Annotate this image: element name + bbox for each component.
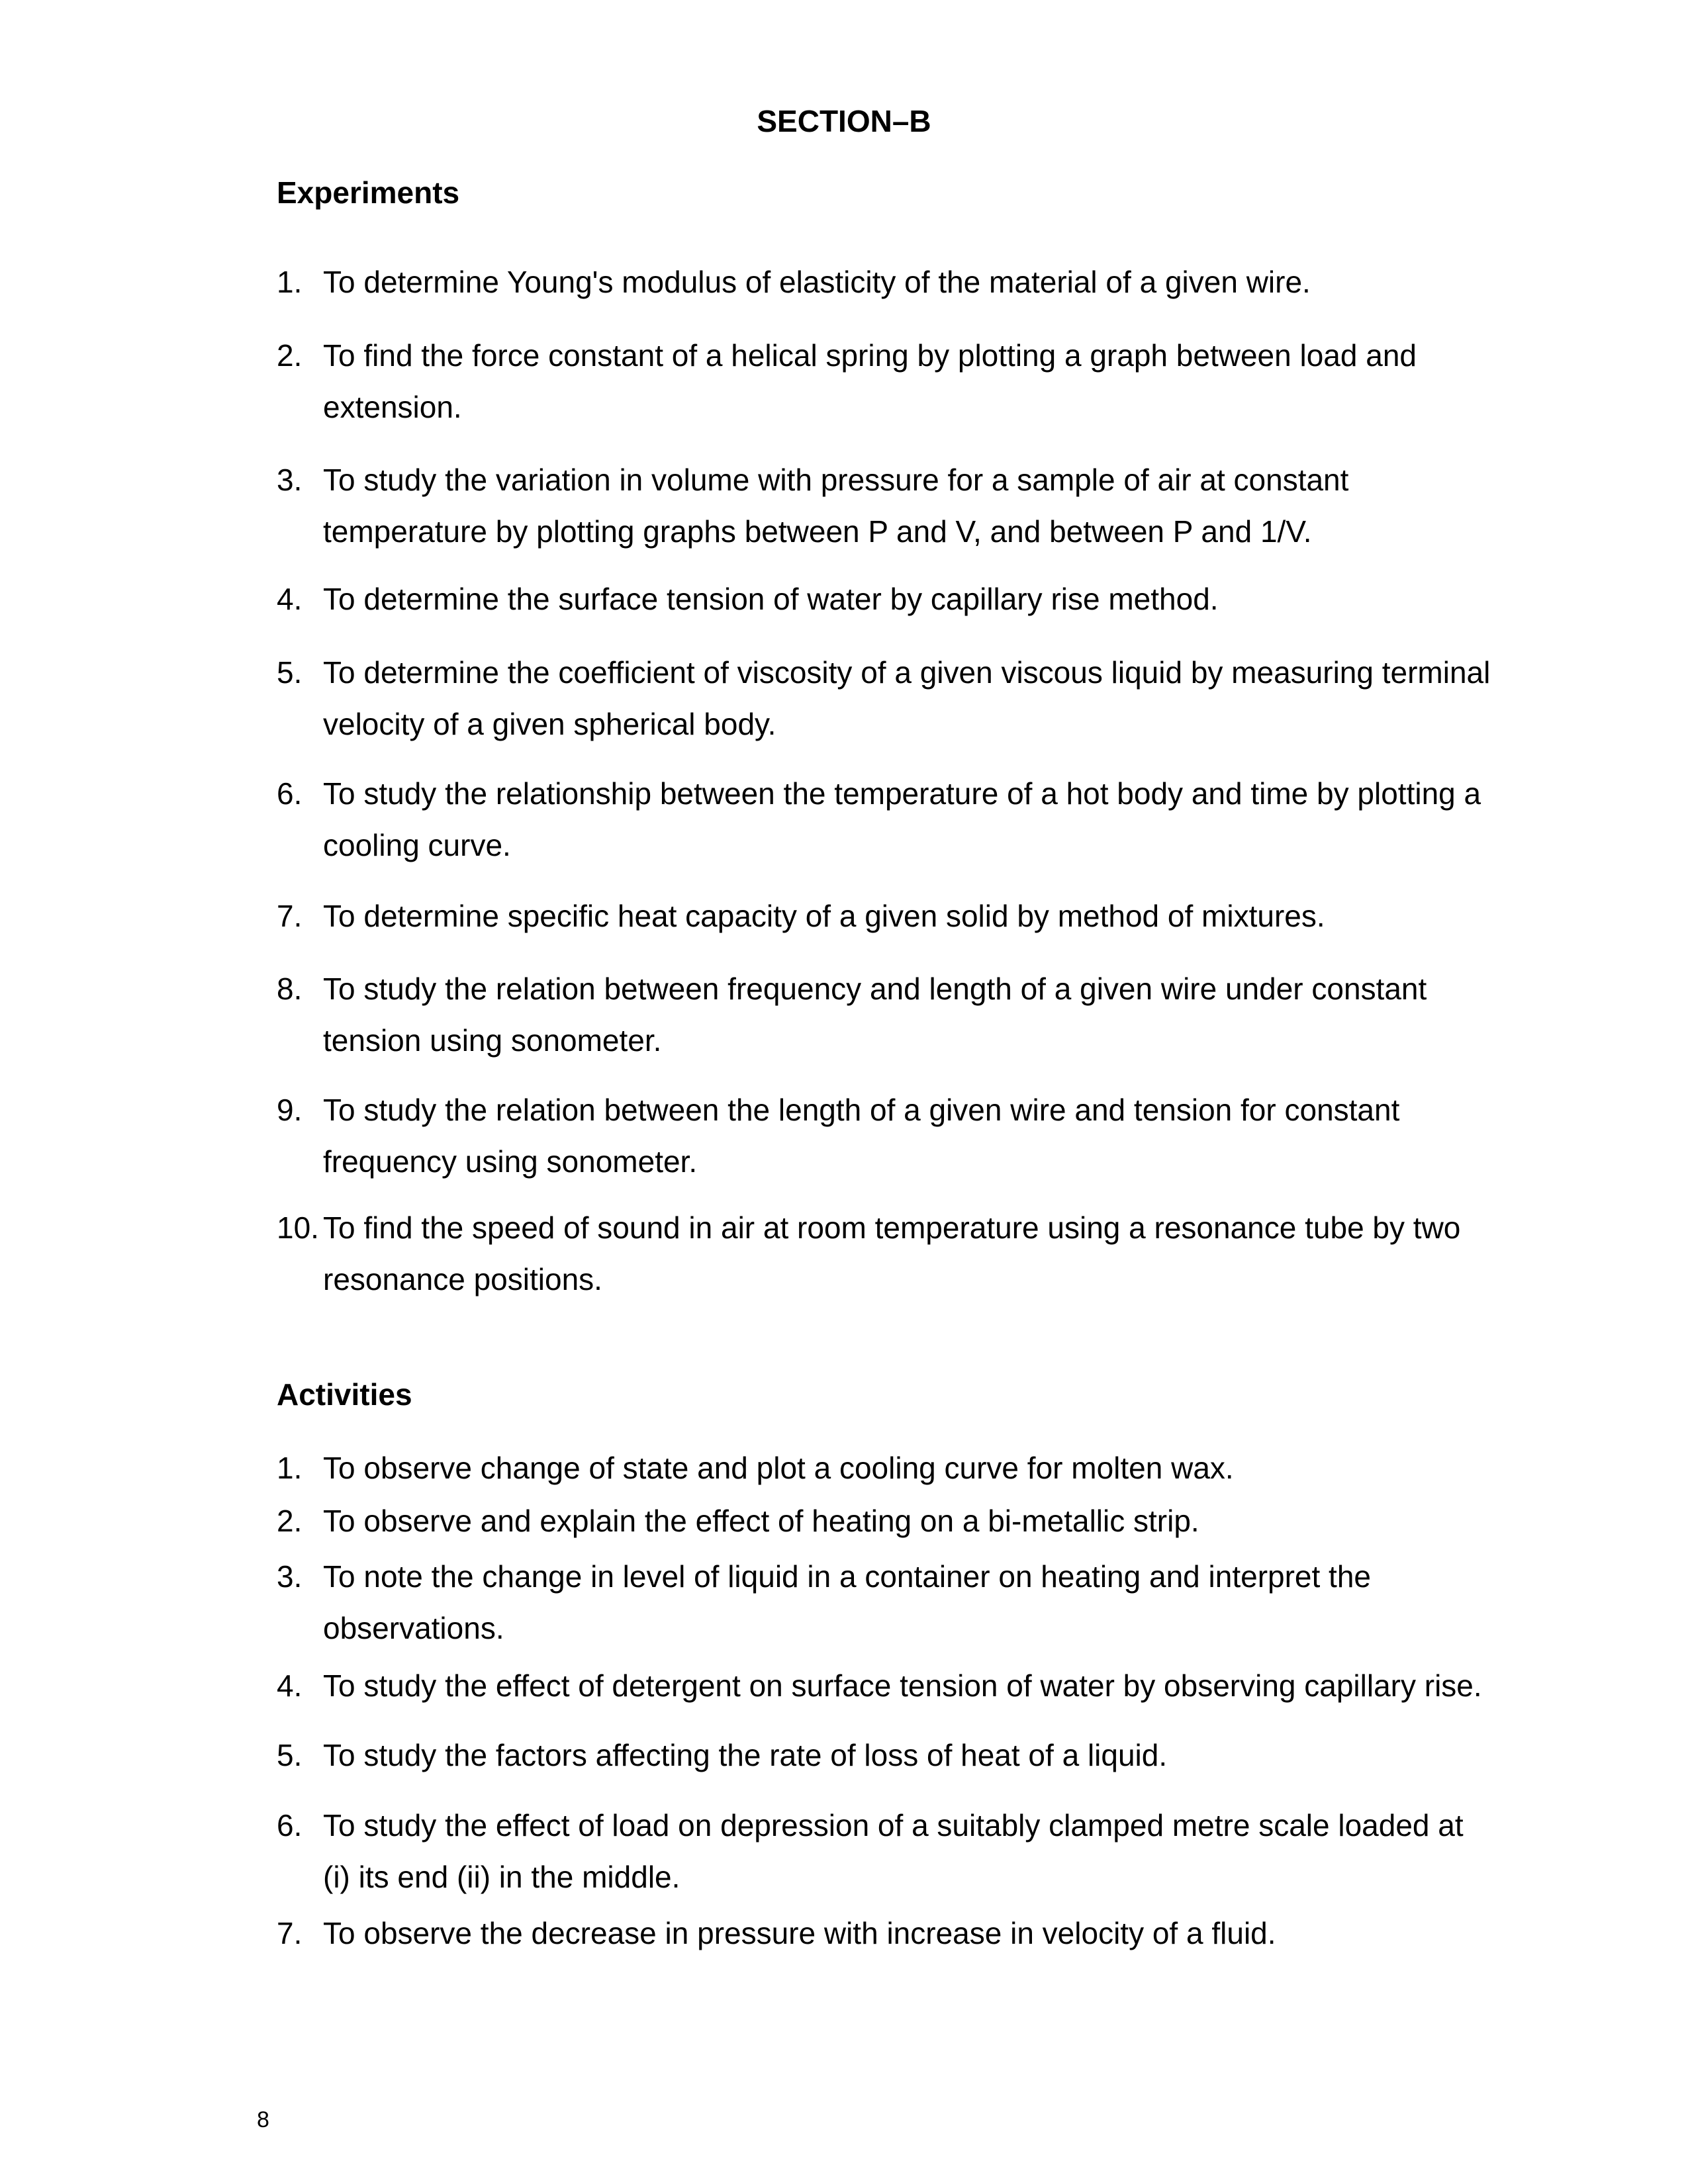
item-number: 3. <box>277 1559 303 1594</box>
item-text: To study the factors affecting the rate of loss of heat of a liquid. <box>323 1738 1168 1772</box>
experiment-item <box>277 647 1495 750</box>
item-text: To find the force constant of a helical spring by plotting a graph between load and extension. <box>323 338 1417 424</box>
item-text: To observe change of state and plot a cooling curve for molten wax. <box>323 1451 1234 1485</box>
item-number: 2. <box>277 338 303 373</box>
experiment-item <box>277 330 1495 433</box>
item-text: To determine Young's modulus of elasticity of the material of a given wire. <box>323 265 1311 299</box>
item-number: 8. <box>277 972 303 1006</box>
item-text: To study the effect of detergent on surface tension of water by observing capillary rise. <box>323 1668 1482 1703</box>
item-number: 7. <box>277 899 303 933</box>
item-text: To note the change in level of liquid in a container on heating and interpret the observations. <box>323 1559 1372 1645</box>
item-text: To observe and explain the effect of heating on a bi-metallic strip. <box>323 1504 1199 1538</box>
item-number: 9. <box>277 1093 303 1127</box>
item-text: To find the speed of sound in air at room temperature using a resonance tube by two resonance positions. <box>323 1210 1461 1297</box>
experiment-item <box>277 890 1495 942</box>
item-text: To study the relation between the length of a given wire and tension for constant frequency using sonometer. <box>323 1093 1400 1179</box>
activity-item <box>277 1729 1495 1781</box>
item-number: 1. <box>277 1451 303 1485</box>
item-text: To study the relation between frequency and length of a given wire under constant tension using sonometer. <box>323 972 1427 1058</box>
experiment-item <box>277 256 1495 308</box>
activity-item <box>277 1799 1495 1903</box>
experiment-item <box>277 573 1495 625</box>
experiment-item <box>277 768 1495 871</box>
experiment-item <box>277 1202 1495 1305</box>
item-number: 5. <box>277 1738 303 1772</box>
item-text: To determine the coefficient of viscosity of a given viscous liquid by measuring terminal velocity of a given spherical body. <box>323 655 1491 741</box>
item-number: 10. <box>277 1210 319 1245</box>
activity-item <box>277 1907 1495 1959</box>
item-text: To study the effect of load on depression of a suitably clamped metre scale loaded at (i) its end (ii) in the middle. <box>323 1808 1464 1894</box>
item-text: To determine the surface tension of water by capillary rise method. <box>323 582 1219 616</box>
activities-heading: Activities <box>277 1377 412 1412</box>
experiment-item <box>277 963 1495 1066</box>
activity-item <box>277 1495 1495 1547</box>
experiment-item <box>277 1084 1495 1187</box>
item-number: 4. <box>277 1668 303 1703</box>
item-text: To determine specific heat capacity of a given solid by method of mixtures. <box>323 899 1325 933</box>
section-title: SECTION–B <box>757 104 931 138</box>
item-number: 1. <box>277 265 303 299</box>
page-number: 8 <box>257 2107 269 2132</box>
item-number: 7. <box>277 1916 303 1950</box>
item-number: 5. <box>277 655 303 690</box>
item-number: 6. <box>277 1808 303 1843</box>
activity-item <box>277 1551 1495 1654</box>
item-text: To observe the decrease in pressure with increase in velocity of a fluid. <box>323 1916 1276 1950</box>
experiment-item <box>277 454 1495 557</box>
item-text: To study the variation in volume with pressure for a sample of air at constant temperature by plotting graphs between P and V, and between P and 1/V. <box>323 463 1349 549</box>
item-number: 3. <box>277 463 303 497</box>
activity-item <box>277 1442 1495 1494</box>
item-number: 4. <box>277 582 303 616</box>
activity-item <box>277 1660 1495 1711</box>
item-number: 2. <box>277 1504 303 1538</box>
item-number: 6. <box>277 776 303 811</box>
item-text: To study the relationship between the temperature of a hot body and time by plotting a cooling curve. <box>323 776 1481 862</box>
experiments-heading: Experiments <box>277 175 460 210</box>
